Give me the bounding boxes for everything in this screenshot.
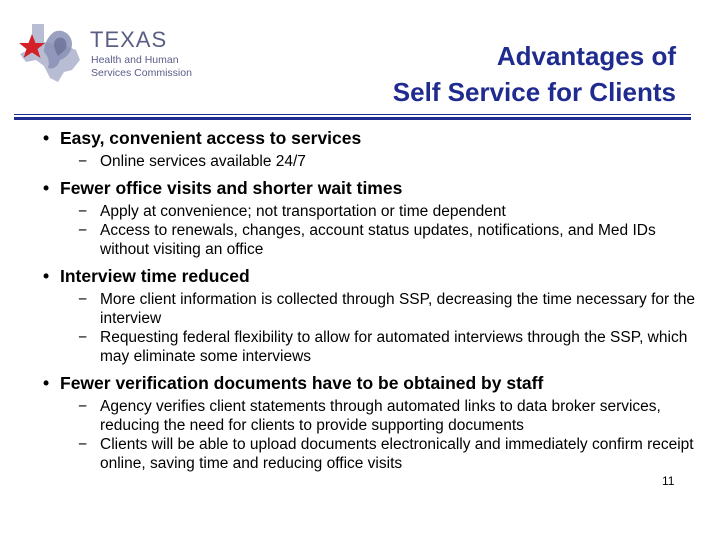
- sub-list: [40, 152, 700, 171]
- bullet-item: [40, 177, 700, 259]
- sub-text: Apply at convenience; not transportation or time dependent: [100, 203, 506, 220]
- bullet-item: [40, 372, 700, 473]
- sub-text: Access to renewals, changes, account status updates, notifications, and Med IDs without visiting an office: [100, 222, 656, 258]
- slide-title: [256, 38, 676, 110]
- sub-item: [40, 397, 700, 435]
- dash-marker: −: [78, 291, 88, 308]
- logo-subline-1: Health and Human: [91, 54, 179, 66]
- sub-text: Online services available 24/7: [100, 153, 306, 170]
- dash-marker: −: [78, 329, 88, 346]
- title-divider-thin: [14, 114, 691, 115]
- sub-text: Agency verifies client statements through automated links to data broker services, reducing the need for clients to provide supporting documents: [100, 398, 661, 434]
- bullet-text: • Interview time reduced: [40, 265, 700, 287]
- dash-marker: −: [78, 436, 88, 453]
- sub-list: [40, 397, 700, 473]
- dash-marker: −: [78, 203, 88, 220]
- sub-item: [40, 202, 700, 221]
- dash-marker: −: [78, 153, 88, 170]
- sub-item: [40, 152, 700, 171]
- bullet-text: • Fewer office visits and shorter wait times: [40, 177, 700, 199]
- logo-wordmark: TEXAS: [90, 27, 168, 52]
- sub-list: [40, 290, 700, 366]
- dash-marker: −: [78, 222, 88, 239]
- bullet-item: [40, 127, 700, 171]
- sub-text: Clients will be able to upload documents electronically and immediately confirm receipt online, saving time and reducing office visits: [100, 436, 694, 472]
- bullet-text: • Easy, convenient access to services: [40, 127, 700, 149]
- page-number: 11: [662, 474, 675, 488]
- dash-marker: −: [78, 398, 88, 415]
- sub-item: [40, 435, 700, 473]
- bullet-item: [40, 265, 700, 366]
- sub-item: [40, 328, 700, 366]
- logo-subline-2: Services Commission: [91, 67, 192, 79]
- bullet-list: [40, 127, 700, 479]
- sub-item: [40, 290, 700, 328]
- sub-item: [40, 221, 700, 259]
- title-line-1: Advantages of: [496, 41, 676, 71]
- sub-text: Requesting federal flexibility to allow for automated interviews through the SSP, which may eliminate some interviews: [100, 329, 688, 365]
- title-line-2: Self Service for Clients: [392, 77, 676, 107]
- sub-text: More client information is collected through SSP, decreasing the time necessary for the interview: [100, 291, 696, 327]
- sub-list: [40, 202, 700, 259]
- title-divider-thick: [14, 117, 691, 120]
- bullet-text: • Fewer verification documents have to be obtained by staff: [40, 372, 700, 394]
- hhsc-logo: [14, 20, 192, 84]
- texas-silhouette-icon: [14, 20, 86, 84]
